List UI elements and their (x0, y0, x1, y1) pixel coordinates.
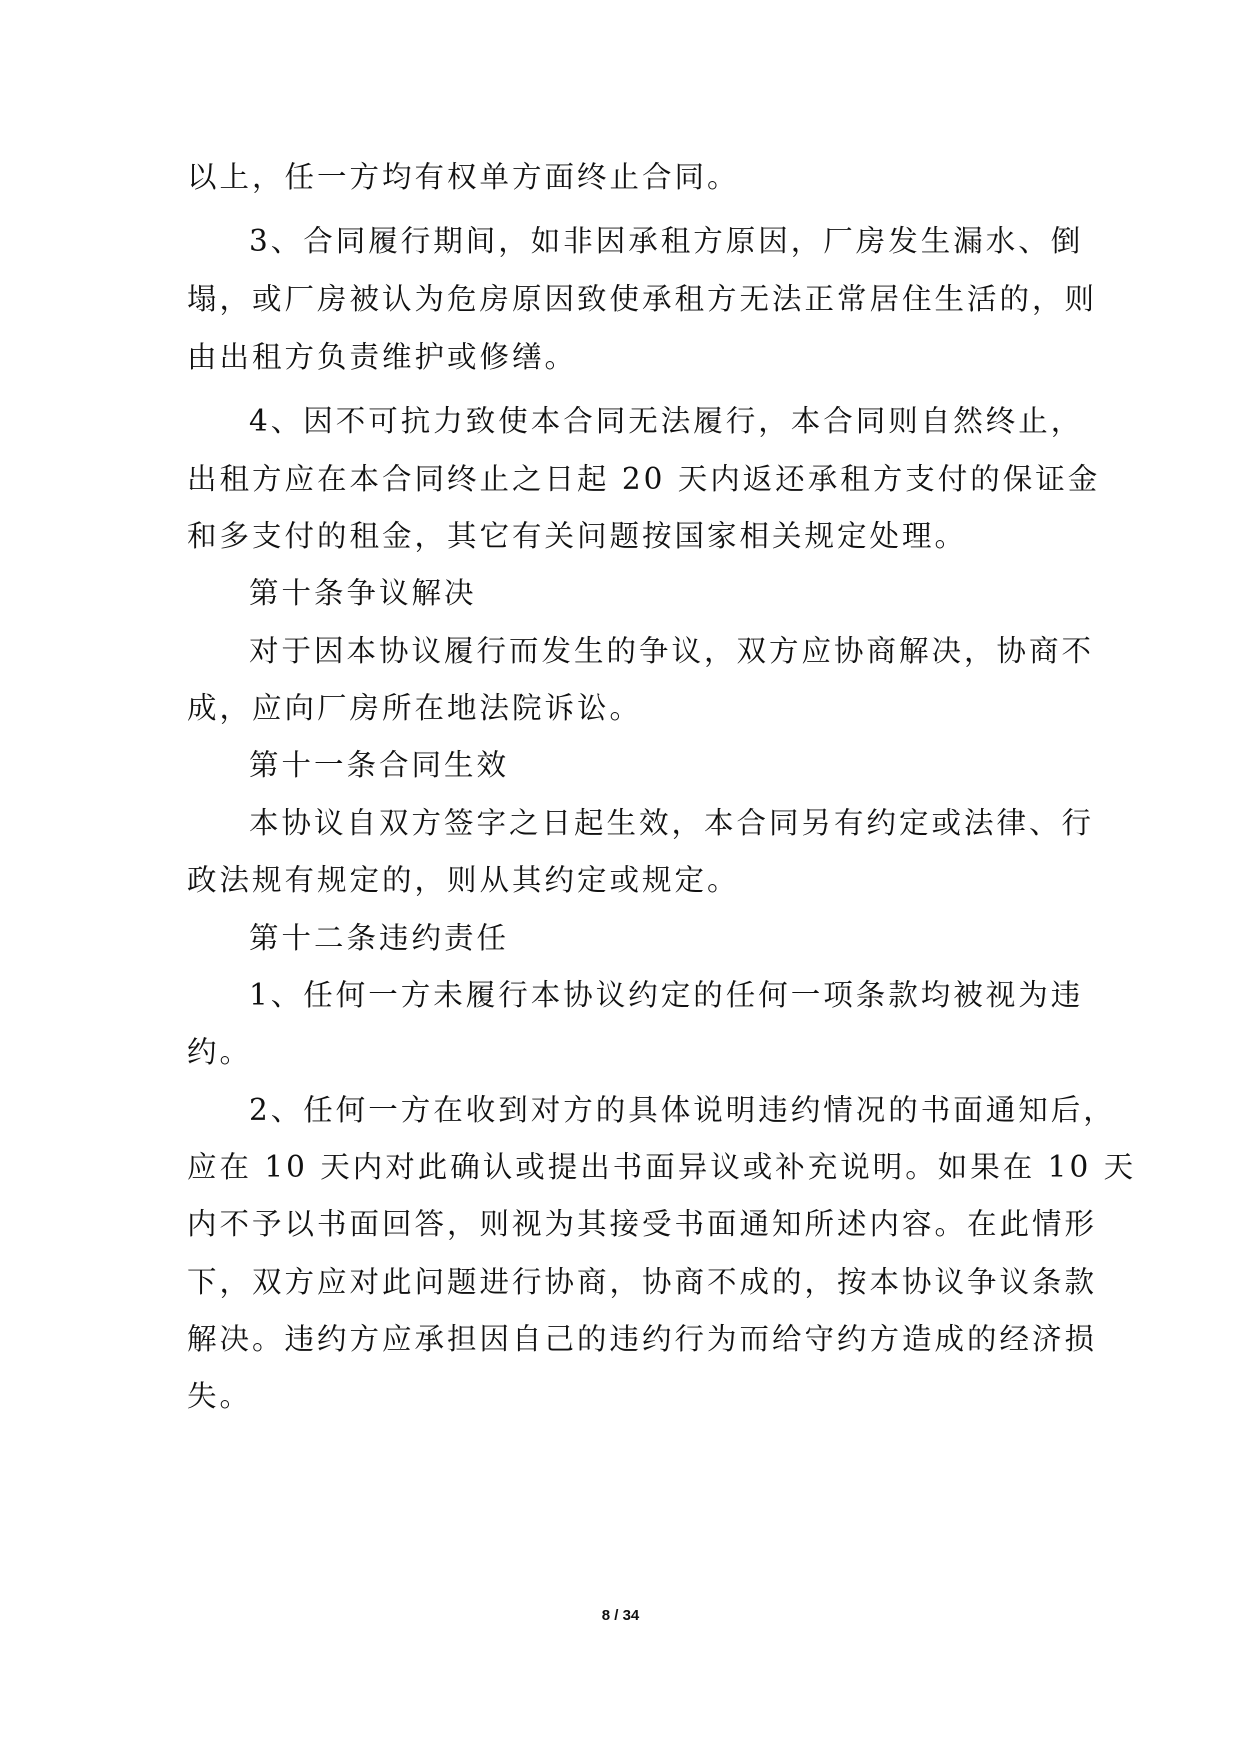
text-line: 约。 (187, 1035, 253, 1069)
text-line: 3、合同履行期间，如非因承租方原因，厂房发生漏水、倒 (249, 224, 1084, 258)
text-line: 成，应向厂房所在地法院诉讼。 (187, 691, 643, 725)
text-line: 内不予以书面回答，则视为其接受书面通知所述内容。在此情形 (187, 1207, 1098, 1241)
section-heading: 第十一条合同生效 (249, 748, 510, 782)
text-line: 4、因不可抗力致使本合同无法履行，本合同则自然终止， (249, 404, 1084, 438)
text-line: 本协议自双方签字之日起生效，本合同另有约定或法律、行 (249, 806, 1095, 840)
page-number: 8 / 34 (601, 1607, 640, 1624)
text-line: 解决。违约方应承担因自己的违约行为而给守约方造成的经济损 (187, 1322, 1098, 1356)
text-line: 以上，任一方均有权单方面终止合同。 (187, 160, 740, 194)
text-line: 由出租方负责维护或修缮。 (187, 340, 578, 374)
text-line: 政法规有规定的，则从其约定或规定。 (187, 863, 740, 897)
text-line: 塌，或厂房被认为危房原因致使承租方无法正常居住生活的，则 (187, 282, 1098, 316)
text-line: 出租方应在本合同终止之日起 20 天内返还承租方支付的保证金 (187, 462, 1101, 496)
text-line: 2、任何一方在收到对方的具体说明违约情况的书面通知后， (249, 1093, 1116, 1127)
section-heading: 第十二条违约责任 (249, 921, 510, 955)
text-line: 应在 10 天内对此确认或提出书面异议或补充说明。如果在 10 天 (187, 1150, 1137, 1184)
section-heading: 第十条争议解决 (249, 576, 477, 610)
text-line: 和多支付的租金，其它有关问题按国家相关规定处理。 (187, 519, 968, 553)
text-line: 下，双方应对此问题进行协商，协商不成的，按本协议争议条款 (187, 1265, 1098, 1299)
text-line: 对于因本协议履行而发生的争议，双方应协商解决，协商不 (249, 634, 1095, 668)
text-line: 1、任何一方未履行本协议约定的任何一项条款均被视为违 (249, 978, 1084, 1012)
text-line: 失。 (187, 1379, 253, 1413)
